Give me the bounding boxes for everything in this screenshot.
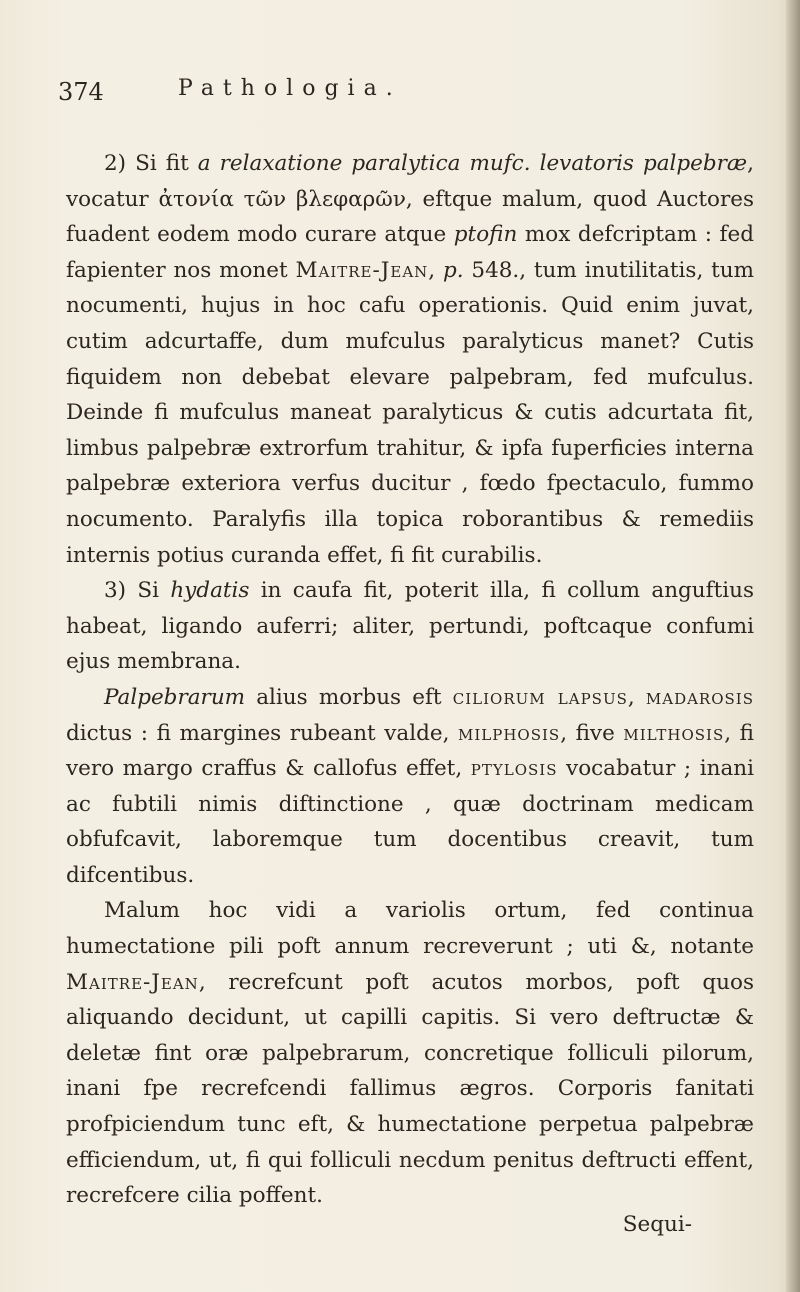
paragraph-ciliorum-lapsus: Palpebrarum alius morbus eft ciliorum lapsus, madarosis dictus : fi margines rubeant valde, milphosis, five milthosis, fi vero margo craffus & callofus effet, ptylosis vocabatur ; inani ac fubtili nimis diftinctione , quæ doctrinam medicam obfufcavit, laboremque tum docentibus creavit, tum difcentibus. — [66, 684, 755, 888]
page-body — [66, 146, 754, 1214]
paragraph-relaxatione: 2) Si fit a relaxatione paralytica mufc. levatoris palpebræ, vocatur ἀτονία τῶν βλεφαρῶν, eftque malum, quod Auctores fuadent eodem modo curare atque ptofin mox defcriptam : fed fapienter nos monet Maitre-Jean, p. 548., tum inutilitatis, tum nocumenti, hujus in hoc cafu operationis. Quid enim juvat, cutim adcurtaffe, dum mufculus paralyticus manet? Cutis fiquidem non debebat elevare palpebram, fed mufculus. Deinde fi mufculus maneat paralyticus & cutis adcurtata fit, limbus palpebræ extrorfum trahitur, & ipfa fuperficies interna palpebræ exteriora verfus ducitur , fœdo fpectaculo, fummo nocumento. Paralyfis illa topica roborantibus & remediis internis potius curanda effet, fi fit curabilis. — [66, 151, 755, 568]
page-edge-shadow — [786, 0, 800, 1292]
page-header — [58, 72, 698, 112]
catchword: Sequi- — [622, 1212, 692, 1237]
page-number: 374 — [58, 78, 104, 106]
running-head: Pathologia. — [178, 76, 402, 101]
paragraph-malum-hoc: Malum hoc vidi a variolis ortum, fed continua humectatione pili poft annum recreverunt ; uti &, notante Maitre-Jean, recrefcunt poft acutos morbos, poft quos aliquando decidunt, ut capilli capitis. Si vero deftructæ & deletæ fint oræ palpebrarum, concretique folliculi pilorum, inani fpe recrefcendi fallimus ægros. Corporis fanitati profpiciendum tunc eft, & humectatione perpetua palpebræ efficiendum, ut, fi qui folliculi necdum penitus deftructi effent, recrefcere cilia poffent. — [66, 898, 754, 1209]
paragraph-hydatis: 3) Si hydatis in caufa fit, poterit illa, fi collum anguftius habeat, ligando auferri; aliter, pertundi, poftcaque confumi ejus membrana. — [66, 578, 755, 675]
